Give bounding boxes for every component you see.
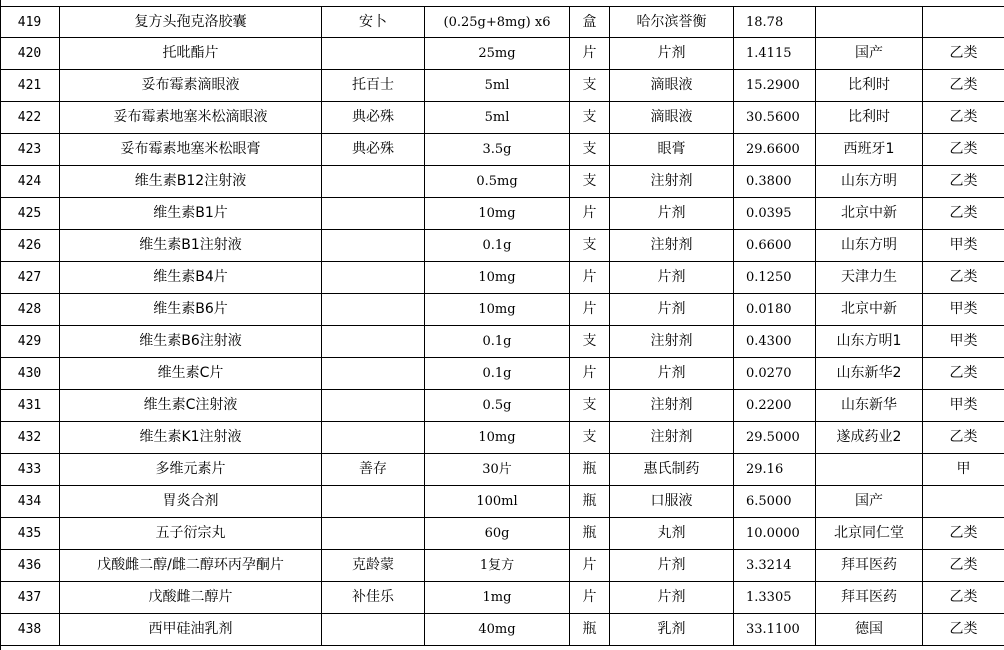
price-cell: 0.2200 [734, 390, 816, 421]
drug-name-cell: 五子衍宗丸 [60, 518, 322, 549]
dosage-form-cell: 片剂 [610, 550, 734, 581]
drug-name-cell: 维生素K1注射液 [60, 422, 322, 453]
specification-cell: 1复方 [425, 550, 570, 581]
insurance-category-cell: 甲 [956, 461, 971, 477]
unit-cell: 支 [570, 422, 610, 453]
price-cell: 0.4300 [734, 326, 816, 357]
specification-cell: 40mg [425, 614, 570, 645]
unit-cell: 片 [570, 550, 610, 581]
unit-cell: 盒 [570, 7, 610, 38]
table-row [0, 550, 1004, 582]
price-cell: 0.0270 [734, 358, 816, 389]
insurance-category-cell: 乙类 [949, 557, 978, 573]
table-row [0, 38, 1004, 70]
table-row [0, 518, 1004, 550]
unit-cell: 瓶 [570, 486, 610, 517]
dosage-form-cell: 片剂 [610, 582, 734, 613]
specification-cell: 0.1g [425, 358, 570, 389]
price-cell: 1.4115 [734, 38, 816, 69]
row-number-cell: 421 [0, 70, 60, 101]
insurance-category-cell: 乙类 [949, 77, 978, 93]
row-number-cell: 431 [0, 390, 60, 421]
unit-cell: 瓶 [570, 454, 610, 485]
row-number-cell: 420 [0, 38, 60, 69]
unit-cell: 片 [570, 294, 610, 325]
price-cell: 0.3800 [734, 166, 816, 197]
manufacturer-cell: 拜耳医药 [816, 550, 923, 581]
drug-name-cell: 戊酸雌二醇/雌二醇环丙孕酮片 [60, 550, 322, 581]
specification-cell: 5ml [425, 102, 570, 133]
brand-name-cell [322, 262, 425, 293]
insurance-category-cell: 乙类 [949, 621, 978, 637]
table-row [0, 70, 1004, 102]
row-number-cell: 432 [0, 422, 60, 453]
row-number-cell: 428 [0, 294, 60, 325]
specification-cell: 0.1g [425, 326, 570, 357]
insurance-category-cell: 乙类 [949, 589, 978, 605]
table-row [0, 358, 1004, 390]
dosage-form-cell: 滴眼液 [610, 70, 734, 101]
drug-name-cell: 戊酸雌二醇片 [60, 582, 322, 613]
price-cell: 29.6600 [734, 134, 816, 165]
manufacturer-cell: 国产 [816, 486, 923, 517]
insurance-category-cell: 甲类 [949, 333, 978, 349]
brand-name-cell [322, 422, 425, 453]
specification-cell: 30片 [425, 454, 570, 485]
insurance-category-cell: 乙类 [949, 365, 978, 381]
table-row [0, 422, 1004, 454]
price-cell: 29.5000 [734, 422, 816, 453]
specification-cell: 1mg [425, 582, 570, 613]
price-cell: 6.5000 [734, 486, 816, 517]
specification-cell: 60g [425, 518, 570, 549]
dosage-form-cell: 口服液 [610, 486, 734, 517]
manufacturer-cell: 比利时 [816, 70, 923, 101]
manufacturer-cell: 山东新华 [816, 390, 923, 421]
brand-name-cell: 补佳乐 [322, 582, 425, 613]
insurance-category-cell: 乙类 [949, 525, 978, 541]
price-cell: 0.6600 [734, 230, 816, 261]
brand-name-cell [322, 166, 425, 197]
unit-cell: 支 [570, 102, 610, 133]
insurance-category-cell: 甲类 [949, 237, 978, 253]
manufacturer-cell: 山东新华2 [816, 358, 923, 389]
brand-name-cell [322, 326, 425, 357]
drug-name-cell: 托吡酯片 [60, 38, 322, 69]
specification-cell: 10mg [425, 198, 570, 229]
drug-name-cell: 维生素C片 [60, 358, 322, 389]
table-row [0, 454, 1004, 486]
manufacturer-cell: 拜耳医药 [816, 582, 923, 613]
dosage-form-cell: 哈尔滨誉衡 [610, 7, 734, 38]
row-number-cell: 424 [0, 166, 60, 197]
insurance-category-cell [923, 486, 1004, 517]
row-number-cell: 422 [0, 102, 60, 133]
manufacturer-cell: 山东方明1 [816, 326, 923, 357]
brand-name-cell: 克龄蒙 [322, 550, 425, 581]
row-number-cell: 436 [0, 550, 60, 581]
brand-name-cell [322, 486, 425, 517]
table-row [0, 390, 1004, 422]
specification-cell: 10mg [425, 294, 570, 325]
specification-cell: 0.5g [425, 390, 570, 421]
brand-name-cell: 典必殊 [322, 102, 425, 133]
drug-name-cell: 维生素B6注射液 [60, 326, 322, 357]
insurance-category-cell: 乙类 [949, 173, 978, 189]
dosage-form-cell: 注射剂 [610, 230, 734, 261]
manufacturer-cell [816, 454, 923, 485]
row-number-cell: 438 [0, 614, 60, 645]
row-number-cell: 419 [0, 7, 60, 38]
insurance-category-cell [923, 7, 1004, 38]
dosage-form-cell: 片剂 [610, 294, 734, 325]
price-cell: 0.0180 [734, 294, 816, 325]
unit-cell: 支 [570, 70, 610, 101]
price-cell: 18.78 [734, 7, 816, 38]
unit-cell: 支 [570, 166, 610, 197]
price-cell: 29.16 [734, 454, 816, 485]
drug-name-cell: 妥布霉素滴眼液 [60, 70, 322, 101]
row-number-cell: 425 [0, 198, 60, 229]
brand-name-cell [322, 390, 425, 421]
brand-name-cell [322, 38, 425, 69]
specification-cell: 100ml [425, 486, 570, 517]
unit-cell: 片 [570, 358, 610, 389]
insurance-category-cell: 甲类 [949, 301, 978, 317]
unit-cell: 片 [570, 582, 610, 613]
brand-name-cell: 安卜 [322, 7, 425, 38]
dosage-form-cell: 注射剂 [610, 422, 734, 453]
insurance-category-cell: 乙类 [949, 141, 978, 157]
brand-name-cell [322, 614, 425, 645]
drug-name-cell: 妥布霉素地塞米松眼膏 [60, 134, 322, 165]
manufacturer-cell: 山东方明 [816, 230, 923, 261]
table-row [0, 166, 1004, 198]
table-row [0, 614, 1004, 646]
brand-name-cell [322, 518, 425, 549]
brand-name-cell: 典必殊 [322, 134, 425, 165]
dosage-form-cell: 丸剂 [610, 518, 734, 549]
dosage-form-cell: 惠氏制药 [610, 454, 734, 485]
table-row [0, 326, 1004, 358]
dosage-form-cell: 注射剂 [610, 390, 734, 421]
table-row [0, 262, 1004, 294]
specification-cell: 3.5g [425, 134, 570, 165]
manufacturer-cell [816, 7, 923, 38]
insurance-category-cell: 乙类 [949, 269, 978, 285]
table-row [0, 582, 1004, 614]
dosage-form-cell: 片剂 [610, 38, 734, 69]
dosage-form-cell: 眼膏 [610, 134, 734, 165]
brand-name-cell [322, 230, 425, 261]
price-cell: 0.0395 [734, 198, 816, 229]
table-row [0, 134, 1004, 166]
drug-name-cell: 复方头孢克洛胶囊 [60, 7, 322, 38]
table-row [0, 198, 1004, 230]
row-number-cell: 435 [0, 518, 60, 549]
manufacturer-cell: 北京同仁堂 [816, 518, 923, 549]
drug-name-cell: 多维元素片 [60, 454, 322, 485]
specification-cell: 25mg [425, 38, 570, 69]
manufacturer-cell: 天津力生 [816, 262, 923, 293]
manufacturer-cell: 山东方明 [816, 166, 923, 197]
dosage-form-cell: 片剂 [610, 358, 734, 389]
specification-cell: 5ml [425, 70, 570, 101]
specification-cell: 10mg [425, 262, 570, 293]
insurance-category-cell: 甲类 [949, 397, 978, 413]
drug-name-cell: 维生素B12注射液 [60, 166, 322, 197]
brand-name-cell [322, 198, 425, 229]
dosage-form-cell: 滴眼液 [610, 102, 734, 133]
table-row [0, 102, 1004, 134]
price-cell: 3.3214 [734, 550, 816, 581]
drug-name-cell: 维生素B1注射液 [60, 230, 322, 261]
row-number-cell: 423 [0, 134, 60, 165]
unit-cell: 片 [570, 262, 610, 293]
price-cell: 30.5600 [734, 102, 816, 133]
dosage-form-cell: 注射剂 [610, 166, 734, 197]
brand-name-cell [322, 358, 425, 389]
dosage-form-cell: 片剂 [610, 262, 734, 293]
unit-cell: 瓶 [570, 518, 610, 549]
manufacturer-cell: 北京中新 [816, 198, 923, 229]
unit-cell: 支 [570, 326, 610, 357]
brand-name-cell: 托百士 [322, 70, 425, 101]
unit-cell: 支 [570, 390, 610, 421]
row-number-cell: 437 [0, 582, 60, 613]
brand-name-cell [322, 294, 425, 325]
table-row [0, 6, 1004, 38]
row-number-cell: 427 [0, 262, 60, 293]
insurance-category-cell: 乙类 [949, 45, 978, 61]
unit-cell: 片 [570, 38, 610, 69]
unit-cell: 瓶 [570, 614, 610, 645]
table-row [0, 230, 1004, 262]
drug-name-cell: 维生素B4片 [60, 262, 322, 293]
specification-cell: (0.25g+8mg) x6 [425, 7, 570, 38]
drug-name-cell: 胃炎合剂 [60, 486, 322, 517]
price-cell: 33.1100 [734, 614, 816, 645]
drug-name-cell: 妥布霉素地塞米松滴眼液 [60, 102, 322, 133]
row-number-cell: 434 [0, 486, 60, 517]
drug-name-cell: 维生素B1片 [60, 198, 322, 229]
row-number-cell: 433 [0, 454, 60, 485]
specification-cell: 10mg [425, 422, 570, 453]
unit-cell: 支 [570, 230, 610, 261]
insurance-category-cell: 乙类 [949, 429, 978, 445]
table-row [0, 486, 1004, 518]
table-row [0, 294, 1004, 326]
price-cell: 15.2900 [734, 70, 816, 101]
price-cell: 0.1250 [734, 262, 816, 293]
drug-name-cell: 西甲硅油乳剂 [60, 614, 322, 645]
insurance-category-cell: 乙类 [949, 205, 978, 221]
manufacturer-cell: 遂成药业2 [816, 422, 923, 453]
row-number-cell: 430 [0, 358, 60, 389]
dosage-form-cell: 乳剂 [610, 614, 734, 645]
unit-cell: 支 [570, 134, 610, 165]
dosage-form-cell: 注射剂 [610, 326, 734, 357]
row-number-cell: 429 [0, 326, 60, 357]
price-cell: 1.3305 [734, 582, 816, 613]
insurance-category-cell: 乙类 [949, 109, 978, 125]
price-cell: 10.0000 [734, 518, 816, 549]
row-number-cell: 426 [0, 230, 60, 261]
manufacturer-cell: 德国 [816, 614, 923, 645]
manufacturer-cell: 国产 [816, 38, 923, 69]
manufacturer-cell: 北京中新 [816, 294, 923, 325]
specification-cell: 0.1g [425, 230, 570, 261]
drug-name-cell: 维生素C注射液 [60, 390, 322, 421]
unit-cell: 片 [570, 198, 610, 229]
manufacturer-cell: 西班牙1 [816, 134, 923, 165]
dosage-form-cell: 片剂 [610, 198, 734, 229]
drug-name-cell: 维生素B6片 [60, 294, 322, 325]
specification-cell: 0.5mg [425, 166, 570, 197]
brand-name-cell: 善存 [322, 454, 425, 485]
manufacturer-cell: 比利时 [816, 102, 923, 133]
